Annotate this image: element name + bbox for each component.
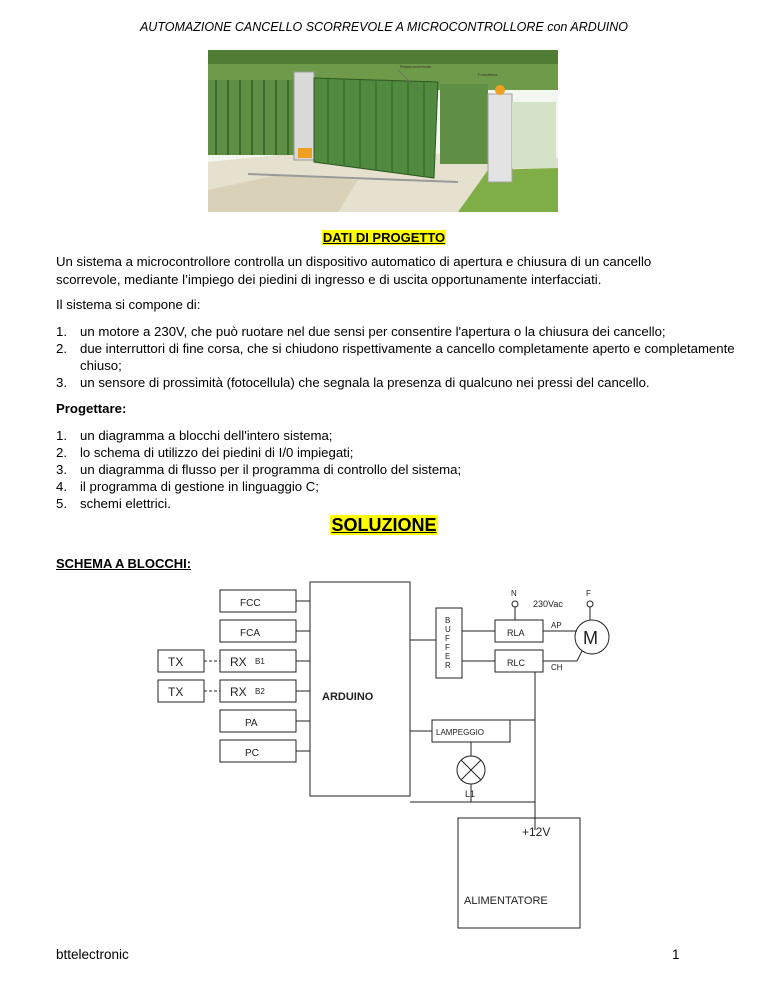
page-number: 1 bbox=[672, 947, 680, 962]
footer-brand: bttelectronic bbox=[56, 947, 129, 962]
buffer-letter: B bbox=[445, 616, 451, 625]
list-item: 4. il programma di gestione in linguaggio C; bbox=[56, 479, 319, 494]
tx1-label: TX bbox=[168, 655, 184, 669]
buffer-letter: U bbox=[445, 625, 451, 634]
list-item: 3. un diagramma di flusso per il programma di controllo del sistema; bbox=[56, 462, 462, 477]
rla-label: RLA bbox=[507, 628, 525, 638]
buffer-letter: E bbox=[445, 652, 451, 661]
list-item: 3. un sensore di prossimità (fotocellula) che segnala la presenza di qualcuno nei pressi del cancello. bbox=[56, 375, 650, 390]
phase-terminal bbox=[587, 601, 593, 607]
rx2-label: RX bbox=[230, 685, 247, 699]
buffer-letter: F bbox=[445, 634, 450, 643]
list-item: 1. un diagramma a blocchi dell'intero sistema; bbox=[56, 428, 333, 443]
photo-label-rail: Rotaia scorrevole bbox=[400, 64, 432, 69]
pa-block bbox=[220, 710, 296, 732]
buffer-letter: F bbox=[445, 643, 450, 652]
pa-label: PA bbox=[245, 718, 258, 729]
alimentatore-label: ALIMENTATORE bbox=[464, 895, 548, 907]
section-title-dati: DATI DI PROGETTO bbox=[322, 230, 446, 245]
buffer-letter: R bbox=[445, 661, 451, 670]
schema-title: SCHEMA A BLOCCHI: bbox=[56, 556, 192, 571]
block-diagram bbox=[140, 580, 640, 940]
intro-paragraph: Un sistema a microcontrollore controlla un dispositivo automatico di apertura e chiusura di un cancello scorrevole, mediante l’impiego dei piedini di ingresso e di uscita opportunamente interfacciati. bbox=[56, 254, 652, 287]
list-item: 2. due interruttori di fine corsa, che si chiudono rispettivamente a cancello completamente aperto e completamente chiuso; bbox=[56, 341, 735, 373]
photo-label-photocell: Fotocellula bbox=[478, 72, 498, 77]
tx2-label: TX bbox=[168, 685, 184, 699]
ch-label: CH bbox=[551, 663, 563, 672]
components-list bbox=[56, 323, 736, 391]
arduino-label: ARDUINO bbox=[322, 691, 374, 703]
b1-label: B1 bbox=[255, 657, 265, 666]
composed-label: Il sistema si compone di: bbox=[56, 297, 201, 312]
list-item: 1. un motore a 230V, che può ruotare nel due sensi per consentire l'apertura o la chiusura dei cancello; bbox=[56, 324, 666, 339]
fcc-label: FCC bbox=[240, 598, 261, 609]
alimentatore-block bbox=[458, 818, 580, 928]
gate-illustration bbox=[208, 50, 558, 212]
pc-label: PC bbox=[245, 748, 259, 759]
design-list bbox=[56, 427, 736, 512]
rlc-label: RLC bbox=[507, 658, 526, 668]
phase-label: F bbox=[586, 589, 591, 598]
v12-label: +12V bbox=[522, 825, 551, 839]
list-item: 5. schemi elettrici. bbox=[56, 496, 171, 511]
design-title: Progettare: bbox=[56, 401, 127, 416]
motor-label: M bbox=[583, 628, 598, 648]
arduino-block bbox=[310, 582, 410, 796]
neutral-terminal bbox=[512, 601, 518, 607]
fca-label: FCA bbox=[240, 628, 260, 639]
neutral-label: N bbox=[511, 589, 517, 598]
ap-label: AP bbox=[551, 621, 562, 630]
page-header: AUTOMAZIONE CANCELLO SCORREVOLE A MICROCONTROLLORE con ARDUINO bbox=[139, 20, 629, 34]
lampeggio-label: LAMPEGGIO bbox=[436, 728, 485, 737]
voltage-label: 230Vac bbox=[533, 599, 563, 609]
b2-label: B2 bbox=[255, 687, 265, 696]
solution-title: SOLUZIONE bbox=[331, 515, 437, 535]
lamp-label: L1 bbox=[465, 789, 476, 799]
rx1-label: RX bbox=[230, 655, 247, 669]
list-item: 2. lo schema di utilizzo dei piedini di I/0 impiegati; bbox=[56, 445, 354, 460]
